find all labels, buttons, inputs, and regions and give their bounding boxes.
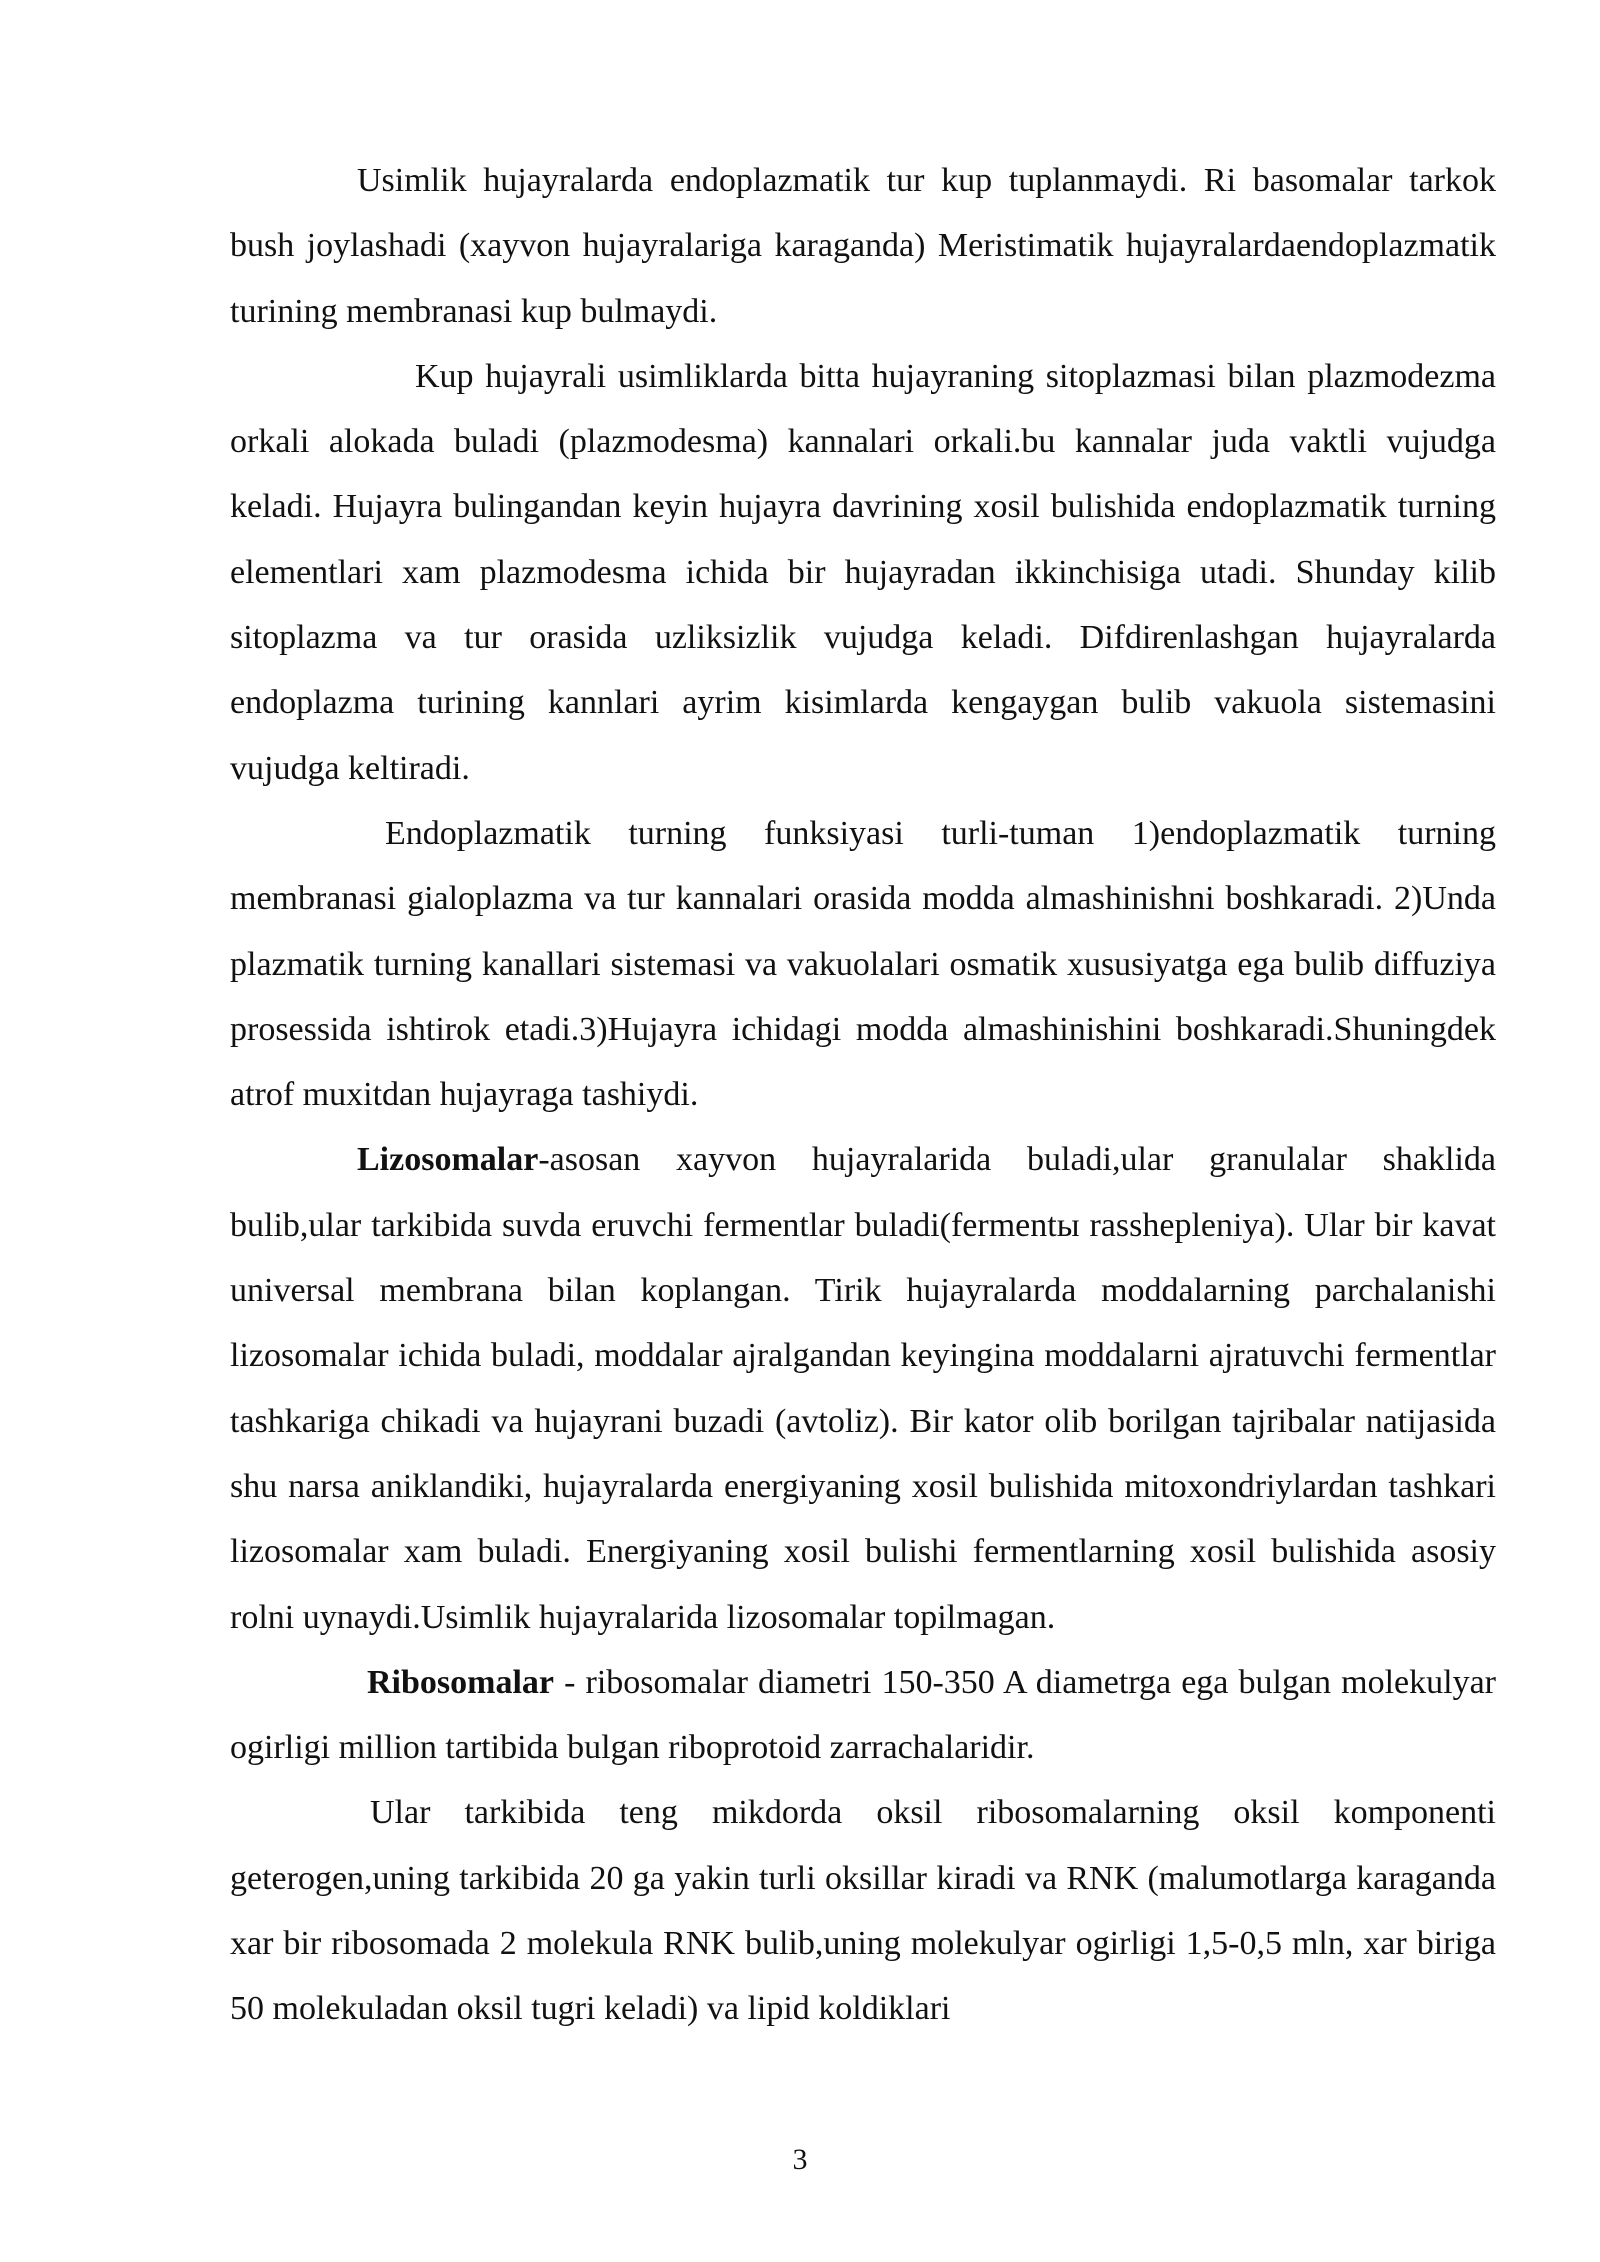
- paragraph-text: Endoplazmatik turning funksiyasi turli-tuman 1)endoplazmatik turning membranasi gialoplazma va tur kannalari orasida modda almashinishni boshkaradi. 2)Unda plazmatik turning kanallari sistemasi va vakuolalari osmatik xususiyatga ega bulib diffuziya prosessida ishtirok etadi.3)Hujayra ichidagi modda almashinishini boshkaradi.Shuningdek atrof muxitdan hujayraga tashiydi.: [230, 814, 1496, 1114]
- term-ribosomes: Ribosomalar: [367, 1663, 554, 1701]
- paragraph-endoplasmic-intro: [230, 148, 1496, 344]
- paragraph-ribosomes: [230, 1650, 1496, 1781]
- term-lysosomes: Lizosomalar: [357, 1141, 539, 1179]
- page-number: 3: [792, 2143, 808, 2176]
- paragraph-text: Ular tarkibida teng mikdorda oksil ribosomalarning oksil komponenti geterogen,uning tarkibida 20 ga yakin turli oksillar kiradi va RNK (malumotlarga karaganda xar bir ribosomada 2 molekula RNK bulib,uning molekulyar ogirligi 1,5-0,5 mln, xar biriga 50 molekuladan oksil tugri keladi) va lipid koldiklari: [230, 1794, 1496, 2028]
- paragraph-text: Kup hujayrali usimliklarda bitta hujayraning sitoplazmasi bilan plazmodezma orkali alokada buladi (plazmodesma) kannalari orkali.bu kannalar juda vaktli vujudga keladi. Hujayra bulingandan keyin hujayra davrining xosil bulishida endoplazmatik turning elementlari xam plazmodesma ichida bir hujayradan ikkinchisiga utadi. Shunday kilib sitoplazma va tur orasida uzliksizlik vujudga keladi. Difdirenlashgan hujayralarda endoplazma turining kannlari ayrim kisimlarda kengaygan bulib vakuola sistemasini vujudga keltiradi.: [230, 357, 1496, 787]
- paragraph-text: - ribosomalar diametri 150-350 A diametrga ega bulgan molekulyar ogirligi million tartibida bulgan riboprotoid zarrachalaridir.: [230, 1663, 1496, 1767]
- paragraph-lysosomes: [230, 1127, 1496, 1649]
- paragraph-text: Usimlik hujayralarda endoplazmatik tur kup tuplanmaydi. Ri basomalar tarkok bush joylashadi (xayvon hujayralariga karaganda) Meristimatik hujayralardaendoplazmatik turining membranasi kup bulmaydi.: [230, 162, 1496, 330]
- paragraph-plasmodesma: [230, 344, 1496, 801]
- paragraph-endoplasmic-function: [230, 801, 1496, 1127]
- paragraph-ribosome-composition: [230, 1780, 1496, 2041]
- paragraph-text: -asosan xayvon hujayralarida buladi,ular granulalar shaklida bulib,ular tarkibida suvda eruvchi fermentlar buladi(fermentы rasshepleniya). Ular bir kavat universal membrana bilan koplangan. Tirik hujayralarda moddalarning parchalanishi lizosomalar ichida buladi, moddalar ajralgandan keyingina moddalarni ajratuvchi fermentlar tashkariga chikadi va hujayrani buzadi (avtoliz). Bir kator olib borilgan tajribalar natijasida shu narsa aniklandiki, hujayralarda energiyaning xosil bulishida mitoxondriylardan tashkari lizosomalar xam buladi. Energiyaning xosil bulishi fermentlarning xosil bulishida asosiy rolni uynaydi.Usimlik hujayralarida lizosomalar topilmagan.: [230, 1141, 1496, 1636]
- body-text: [230, 148, 1496, 2042]
